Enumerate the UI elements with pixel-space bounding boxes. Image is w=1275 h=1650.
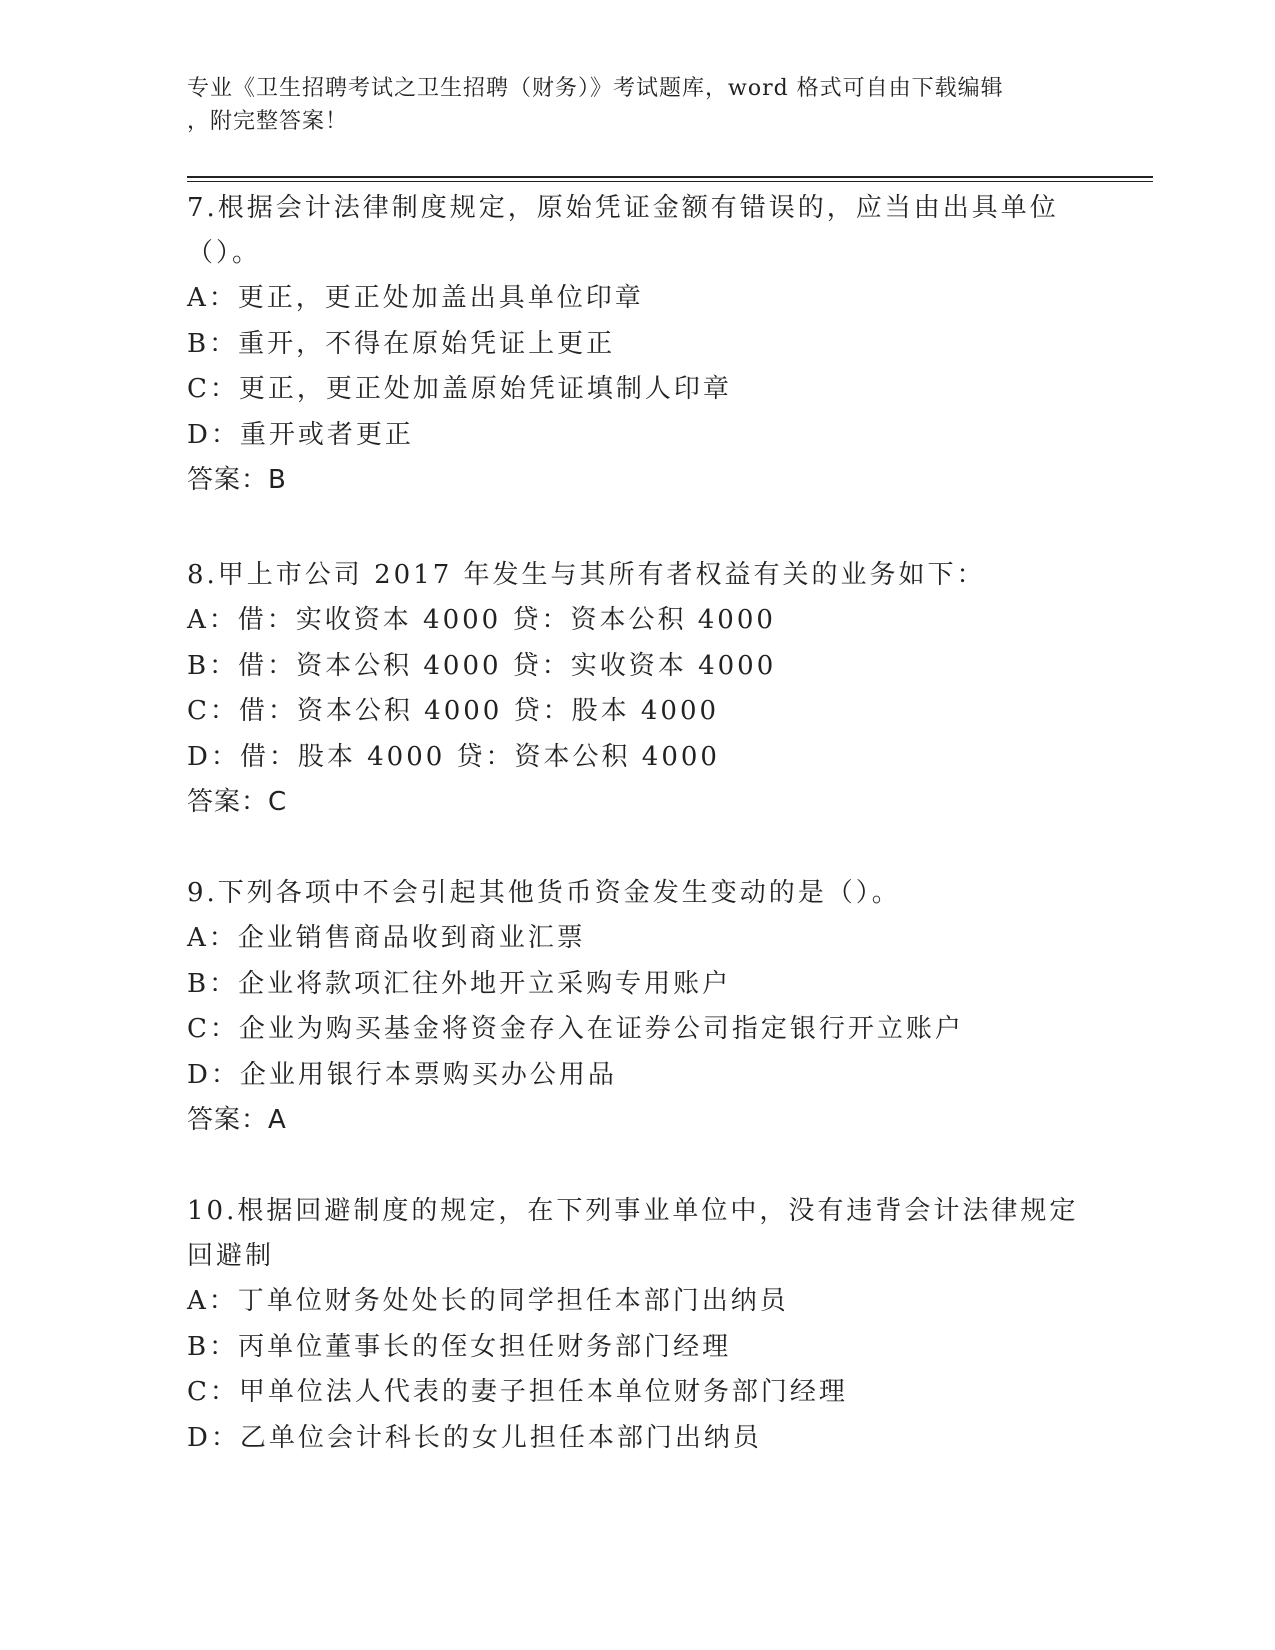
question-stem: （）。: [187, 238, 262, 268]
answer: 答案：C: [187, 787, 288, 817]
header-line: ，附完整答案！: [187, 109, 349, 134]
option-a: A：企业销售商品收到商业汇票: [187, 923, 586, 953]
option-d: D：借：股本 4000 贷：资本公积 4000: [187, 741, 720, 772]
question-10: [187, 1189, 1087, 1461]
option-d: D：乙单位会计科长的女儿担任本部门出纳员: [187, 1422, 762, 1453]
option-c: C：企业为购买基金将资金存入在证券公司指定银行开立账户: [187, 1014, 964, 1044]
option-c: C：更正，更正处加盖原始凭证填制人印章: [187, 374, 732, 404]
option-b: B：重开，不得在原始凭证上更正: [187, 328, 616, 359]
question-8: [187, 553, 1087, 825]
option-a: A：更正，更正处加盖出具单位印章: [187, 283, 644, 313]
option-a: A：借：实收资本 4000 贷：资本公积 4000: [187, 605, 776, 635]
question-stem: 回避制: [187, 1241, 275, 1271]
question-stem: 9.下列各项中不会引起其他货币资金发生变动的是（）。: [187, 878, 901, 908]
option-c: C：甲单位法人代表的妻子担任本单位财务部门经理: [187, 1377, 848, 1407]
option-b: B：借：资本公积 4000 贷：实收资本 4000: [187, 650, 777, 681]
header-divider-thin: [187, 181, 1153, 182]
answer: 答案：B: [187, 465, 287, 495]
question-stem: 8.甲上市公司 2017 年发生与其所有者权益有关的业务如下：: [187, 560, 986, 590]
question-stem: 7.根据会计法律制度规定，原始凭证金额有错误的，应当由出具单位: [187, 193, 1059, 223]
question-9: [187, 871, 1087, 1143]
question-stem: 10.根据回避制度的规定，在下列事业单位中，没有违背会计法律规定: [187, 1196, 1079, 1226]
document-header: [187, 72, 1067, 138]
option-c: C：借：资本公积 4000 贷：股本 4000: [187, 696, 720, 726]
question-7: [187, 186, 1087, 503]
answer: 答案：A: [187, 1105, 287, 1135]
option-d: D：企业用银行本票购买办公用品: [187, 1059, 617, 1090]
header-line: 专业《卫生招聘考试之卫生招聘（财务）》考试题库，word 格式可自由下载编辑: [187, 76, 1004, 101]
option-b: B：丙单位董事长的侄女担任财务部门经理: [187, 1331, 732, 1362]
option-b: B：企业将款项汇往外地开立采购专用账户: [187, 968, 732, 999]
header-divider: [187, 176, 1153, 178]
option-a: A：丁单位财务处处长的同学担任本部门出纳员: [187, 1286, 789, 1316]
option-d: D：重开或者更正: [187, 419, 414, 450]
